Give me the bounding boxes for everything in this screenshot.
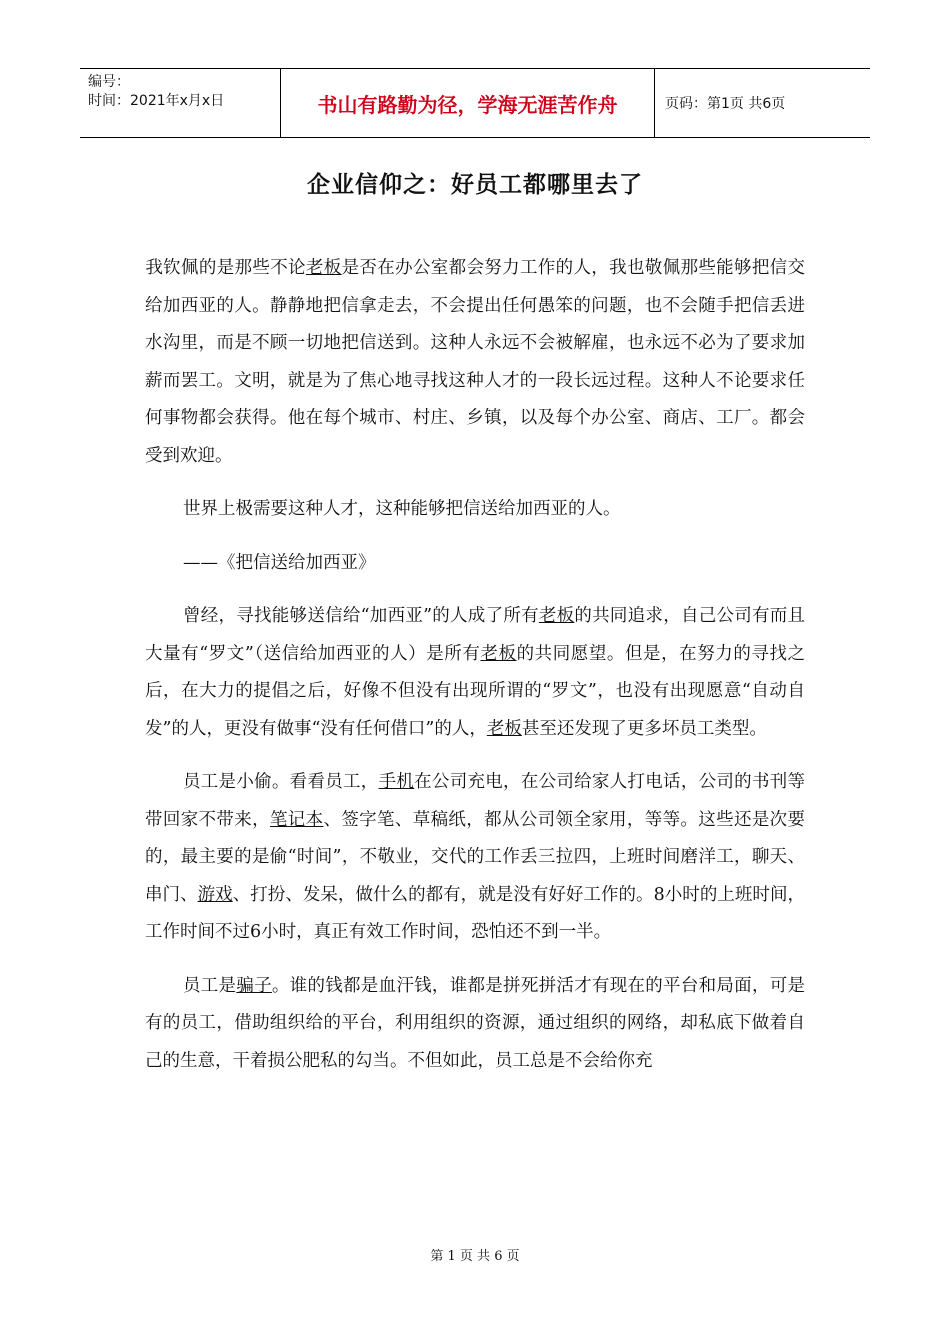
link-boss[interactable]: 老板 <box>486 718 522 739</box>
header-meta <box>80 69 280 137</box>
header-motto: 书山有路勤为径，学海无涯苦作舟 <box>280 69 655 137</box>
link-notebook[interactable]: 笔记本 <box>269 809 324 830</box>
paragraph-2: 世界上极需要这种人才，这种能够把信送给加西亚的人。 <box>183 499 621 519</box>
text-run: 是否在办公室都会努力工作的人，我也敬佩那些能够把信交给加西亚的人。静静地把信拿走去，不会提出任何愚笨的问题，也不会随手把信丢进水沟里，而是不顾一切地把信送到。这种人永远不会被解雇，也永远不必为了要求加薪而罢工。文明，就是为了焦心地寻找这种人才的一段长远过程。这种人不论要求任何事物都会获得。他在每个城市、村庄、乡镇，以及每个办公室、商店、工厂。都会受到欢迎。 <box>145 258 806 466</box>
text-run: 员工是 <box>183 975 237 996</box>
page-header <box>80 68 870 138</box>
text-run: 我钦佩的是那些不论 <box>145 258 306 278</box>
paragraph-4 <box>145 598 805 748</box>
paragraph-6 <box>145 968 805 1081</box>
document-title: 企业信仰之：好员工都哪里去了 <box>307 172 643 198</box>
paragraph-1 <box>145 250 805 475</box>
text-run: 曾经，寻找能够送信给“加西亚”的人成了所有 <box>183 606 539 626</box>
text-run: 、签字笔、草稿纸，都从公司领全家用，等等。这些还是次要的，最主要的是偷“时间”，不敬业，交代的工作丢三拉四，上班时间磨洋工，聊天、串门、 <box>145 809 806 905</box>
text-run: 。谁的钱都是血汗钱，谁都是拼死拼活才有现在的平台和局面，可是有的员工，借助组织给的平台，利用组织的资源，通过组织的网络，却私底下做着自己的生意，干着损公肥私的勾当。不但如此，员工总是不会给你充 <box>145 975 806 1071</box>
link-boss[interactable]: 老板 <box>480 643 517 664</box>
text-run: 、打扮、发呆，做什么的都有，就是没有好好工作的。8小时的上班时间，工作时间不过6小时，真正有效工作时间，恐怕还不到一半。 <box>145 884 806 942</box>
link-boss[interactable]: 老板 <box>538 606 575 626</box>
text-run: 甚至还发现了更多坏员工类型。 <box>521 718 767 739</box>
link-boss[interactable]: 老板 <box>305 258 342 278</box>
header-page-info: 页码：第1页 共6页 <box>665 96 786 112</box>
text-run: 在公司充电，在公司给家人打电话，公司的书刊等带回家不带来， <box>145 772 806 830</box>
time-label: 时间：2021年x月x日 <box>88 93 225 109</box>
paragraph-quote-source: ——《把信送给加西亚》 <box>183 552 376 573</box>
link-game[interactable]: 游戏 <box>197 884 233 905</box>
link-phone[interactable]: 手机 <box>378 772 415 792</box>
text-run: 的共同追求，自己公司有而且大量有“罗文”（送信给加西亚的人）是所有 <box>145 606 806 664</box>
text-run: 员工是小偷。看看员工， <box>183 772 379 792</box>
page-footer: 第 1 页 共 6 页 <box>430 1249 520 1264</box>
paragraph-5 <box>145 764 805 952</box>
text-run: 的共同愿望。但是，在努力的寻找之后，在大力的提倡之后，好像不但没有出现所谓的“罗文”，也没有出现愿意“自动自发”的人，更没有做事“没有任何借口”的人， <box>145 643 806 739</box>
document-body <box>145 250 805 1080</box>
link-liar[interactable]: 骗子 <box>236 975 272 996</box>
number-label: 编号： <box>88 74 130 90</box>
